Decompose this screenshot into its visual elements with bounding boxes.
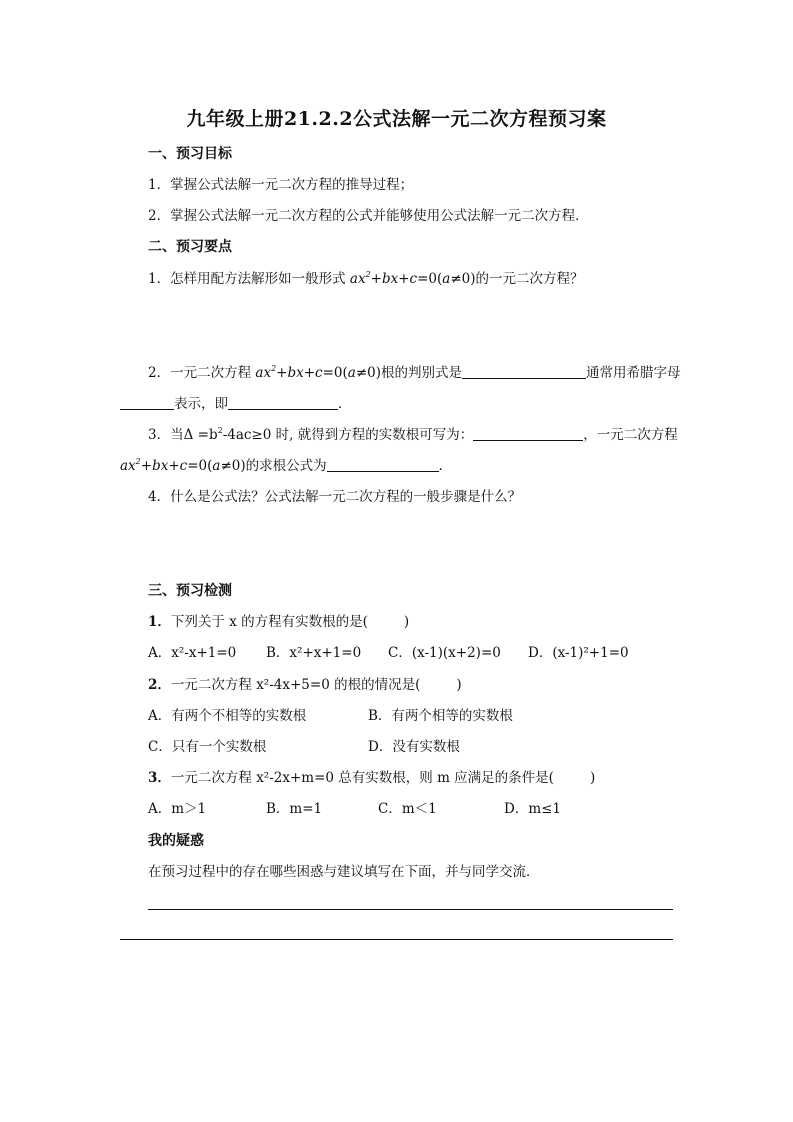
key-question-2-line2: 表示，即 ．	[120, 395, 352, 413]
section-heading-goals: 一、预习目标	[148, 146, 232, 162]
section-heading-check: 三、预习检测	[148, 583, 232, 599]
check-question-1: 1．下列关于 x 的方程有实数根的是( )	[148, 614, 410, 630]
option-d[interactable]: D．(x-1)²+1=0	[528, 645, 629, 661]
option-b[interactable]: B．x²+x+1=0	[266, 645, 362, 661]
goal-item-2: 2．掌握公式法解一元二次方程的公式并能够使用公式法解一元二次方程．	[148, 208, 589, 224]
check-question-3: 3．一元二次方程 x²-2x+m=0 总有实数根，则 m 应满足的条件是( )	[148, 770, 596, 786]
key-question-3-line2: $ax^2+bx+c=0(a\ne 0)$的求根公式为 ．	[120, 457, 453, 474]
option-a[interactable]: A．m＞1	[148, 801, 207, 817]
key-question-1-prefix: 1．怎样用配方法解形如一般形式	[148, 271, 350, 287]
option-b[interactable]: B．有两个相等的实数根	[368, 708, 513, 724]
quadratic-general-form: $ax^2+bx+c$	[349, 270, 418, 287]
key-question-1: 1．怎样用配方法解形如一般形式 $ax^2+bx+c=0(a\ne 0)$的一元二次方程？	[148, 270, 584, 287]
option-c[interactable]: C．只有一个实数根	[148, 739, 267, 755]
section-heading-doubts: 我的疑惑	[148, 833, 204, 849]
option-a[interactable]: A．x²-x+1=0	[148, 645, 237, 661]
fill-blank-root-formula[interactable]	[327, 458, 439, 472]
option-d[interactable]: D．m≤1	[504, 801, 562, 817]
option-b[interactable]: B．m=1	[266, 801, 323, 817]
key-question-1-suffix: 的一元二次方程？	[475, 271, 584, 287]
goal-item-1: 1．掌握公式法解一元二次方程的推导过程；	[148, 177, 414, 193]
answer-line-1[interactable]	[148, 909, 673, 910]
check-question-2: 2．一元二次方程 x²-4x+5=0 的根的情况是( )	[148, 677, 462, 693]
answer-line-2[interactable]	[120, 939, 673, 940]
fill-blank-greek-letter[interactable]	[120, 396, 174, 410]
option-c[interactable]: C．m＜1	[378, 801, 437, 817]
quadratic-general-form: $ax^2+bx+c$	[255, 364, 323, 381]
key-question-2: 2．一元二次方程 $ax^2+bx+c=0(a\ne 0)$根的判别式是 通常用希腊字母	[148, 364, 681, 381]
quadratic-general-form: $ax^2+bx+c$	[120, 457, 188, 474]
key-question-4: 4．什么是公式法？公式法解一元二次方程的一般步骤是什么？	[148, 489, 522, 505]
fill-blank-real-roots[interactable]	[473, 427, 583, 441]
option-c[interactable]: C．(x-1)(x+2)=0	[388, 645, 501, 661]
fill-blank-discriminant-expression[interactable]	[228, 396, 338, 410]
page-title: 九年级上册21.2.2公式法解一元二次方程预习案	[186, 108, 607, 130]
key-question-3: 3．当$\Delta =b^2-4ac\ge 0$ 时, 就得到方程的实数根可写为： ，一元二次方程	[148, 426, 678, 443]
section-heading-key-points: 二、预习要点	[148, 239, 232, 255]
doubts-instruction: 在预习过程中的存在哪些困惑与建议填写在下面，并与同学交流．	[148, 864, 540, 880]
option-a[interactable]: A．有两个不相等的实数根	[148, 708, 307, 724]
key-question-2-prefix: 2．一元二次方程	[148, 365, 256, 381]
option-d[interactable]: D．没有实数根	[368, 739, 460, 755]
fill-blank-discriminant[interactable]	[462, 365, 586, 379]
